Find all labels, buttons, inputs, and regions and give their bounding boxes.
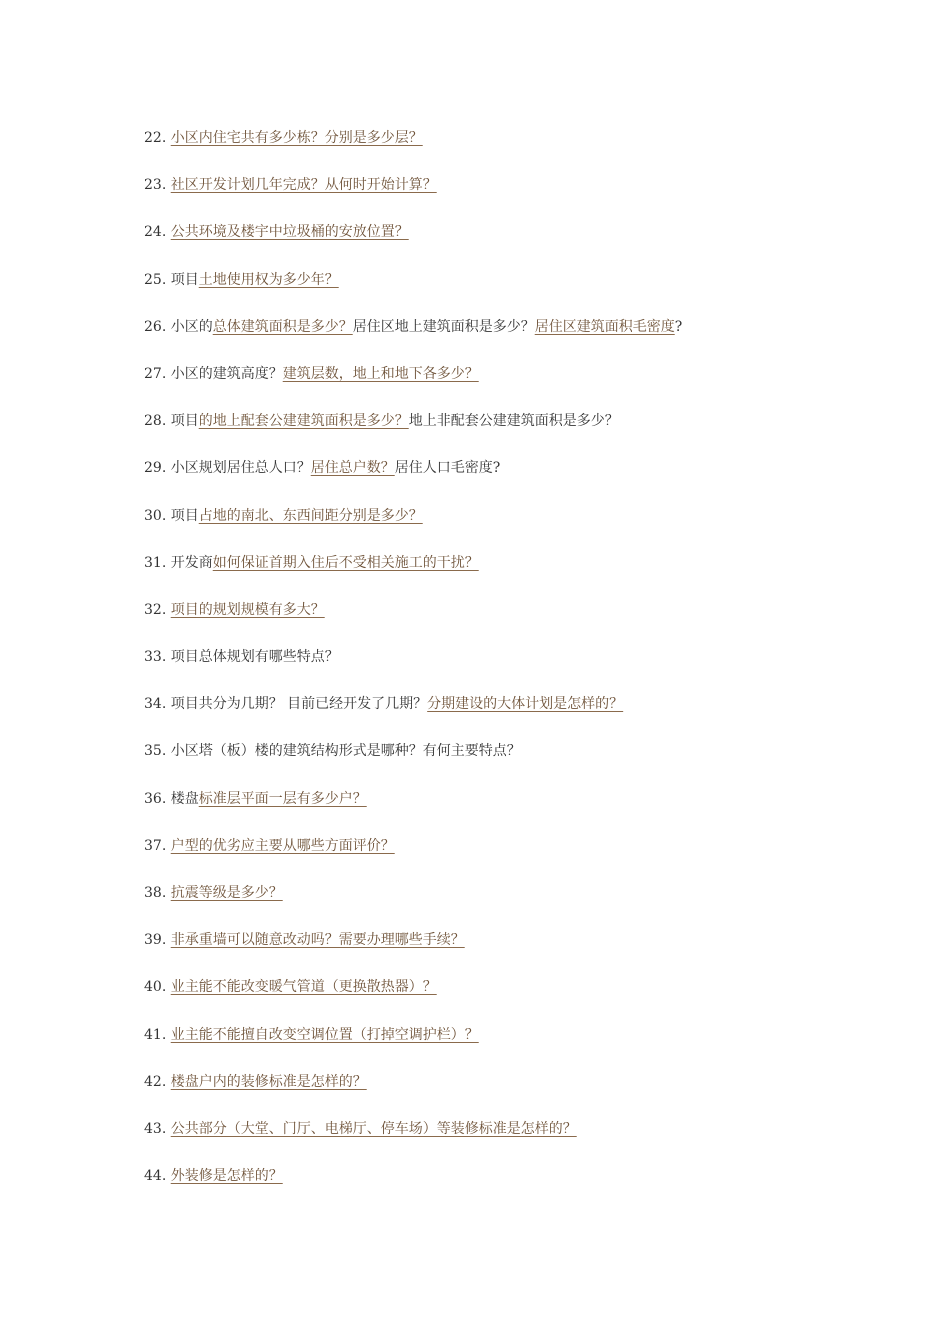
question-number: 40. [144, 979, 171, 996]
question-number: 37. [144, 837, 171, 854]
question-item [144, 504, 844, 551]
question-text: 居住区地上建筑面积是多少？ [352, 318, 535, 335]
question-item [144, 268, 844, 315]
question-link[interactable]: 的地上配套公建建筑面积是多少？ [198, 413, 409, 430]
question-item [144, 220, 844, 267]
question-item [144, 1164, 844, 1211]
question-item [144, 456, 844, 503]
question-link[interactable]: 如何保证首期入住后不受相关施工的干扰？ [212, 554, 479, 571]
question-list [144, 126, 844, 1211]
question-number: 34. [144, 696, 171, 713]
question-text: 地上非配套公建建筑面积是多少？ [408, 413, 619, 430]
question-number: 38. [144, 885, 171, 901]
question-link[interactable]: 标准层平面一层有多少户？ [198, 790, 367, 807]
question-item [144, 692, 844, 739]
question-number: 23. [144, 177, 171, 194]
question-number: 43. [144, 1120, 171, 1137]
question-text: 项目共分为几期？ 目前已经开发了几期？ [170, 696, 428, 713]
question-number: 27. [144, 365, 171, 382]
question-link[interactable]: 户型的优劣应主要从哪些方面评价？ [170, 837, 395, 854]
question-link[interactable]: 业主能不能改变暖气管道（更换散热器）？ [170, 979, 437, 996]
question-item [144, 645, 844, 692]
question-text: 小区塔（板）楼的建筑结构形式是哪种？有何主要特点？ [170, 743, 521, 760]
question-number: 32. [144, 601, 171, 618]
question-item [144, 551, 844, 598]
question-link[interactable]: 分期建设的大体计划是怎样的？ [427, 696, 624, 713]
question-number: 42. [144, 1073, 171, 1090]
question-text: 小区的 [170, 318, 213, 335]
question-number: 33. [144, 649, 171, 666]
question-link[interactable]: 外装修是怎样的？ [170, 1168, 283, 1185]
question-text: 居住人口毛密度? [394, 460, 501, 477]
question-link[interactable]: 居住总户数？ [310, 460, 395, 477]
question-item [144, 975, 844, 1022]
question-link[interactable]: 楼盘户内的装修标准是怎样的？ [170, 1073, 367, 1090]
question-number: 22. [144, 130, 171, 146]
question-link[interactable]: 土地使用权为多少年？ [198, 271, 339, 288]
question-item [144, 834, 844, 881]
question-text: 开发商 [170, 554, 213, 571]
question-item [144, 598, 844, 645]
question-link[interactable]: 总体建筑面积是多少？ [212, 318, 353, 335]
question-text: 项目 [170, 413, 199, 430]
question-link[interactable]: 项目的规划规模有多大？ [170, 601, 325, 618]
question-link[interactable]: 小区内住宅共有多少栋？分别是多少层？ [170, 130, 423, 146]
question-number: 30. [144, 507, 171, 524]
question-item [144, 1023, 844, 1070]
question-item [144, 173, 844, 220]
question-item [144, 409, 844, 456]
question-number: 29. [144, 460, 171, 477]
question-text: 楼盘 [170, 790, 199, 807]
question-number: 24. [144, 224, 171, 241]
question-number: 41. [144, 1026, 171, 1043]
question-text: 项目 [170, 271, 199, 288]
question-text: 项目总体规划有哪些特点？ [170, 649, 339, 666]
question-number: 35. [144, 743, 171, 760]
question-text: 小区规划居住总人口？ [170, 460, 311, 477]
question-item [144, 787, 844, 834]
question-item [144, 315, 844, 362]
question-item [144, 1070, 844, 1117]
question-link[interactable]: 建筑层数，地上和地下各多少？ [282, 365, 479, 382]
question-number: 25. [144, 271, 171, 288]
question-link[interactable]: 抗震等级是多少？ [170, 885, 283, 901]
question-link[interactable]: 非承重墙可以随意改动吗？需要办理哪些手续？ [170, 932, 465, 949]
question-number: 44. [144, 1168, 171, 1185]
question-link[interactable]: 居住区建筑面积毛密度 [534, 318, 675, 335]
question-link[interactable]: 业主能不能擅自改变空调位置（打掉空调护栏）？ [170, 1026, 479, 1043]
question-link[interactable]: 占地的南北、东西间距分别是多少？ [198, 507, 423, 524]
question-text: 项目 [170, 507, 199, 524]
question-link[interactable]: 公共环境及楼宇中垃圾桶的安放位置？ [170, 224, 409, 241]
question-link[interactable]: 社区开发计划几年完成？从何时开始计算？ [170, 177, 437, 194]
question-item [144, 126, 844, 173]
question-number: 31. [144, 554, 171, 571]
question-number: 28. [144, 413, 171, 430]
question-item [144, 1117, 844, 1164]
question-item [144, 362, 844, 409]
question-number: 39. [144, 932, 171, 949]
question-number: 36. [144, 790, 171, 807]
question-number: 26. [144, 318, 171, 335]
question-link[interactable]: 公共部分（大堂、门厅、电梯厅、停车场）等装修标准是怎样的？ [170, 1120, 577, 1137]
question-item [144, 928, 844, 975]
question-text: ? [674, 318, 683, 335]
question-item [144, 739, 844, 786]
question-item [144, 881, 844, 928]
question-text: 小区的建筑高度？ [170, 365, 283, 382]
